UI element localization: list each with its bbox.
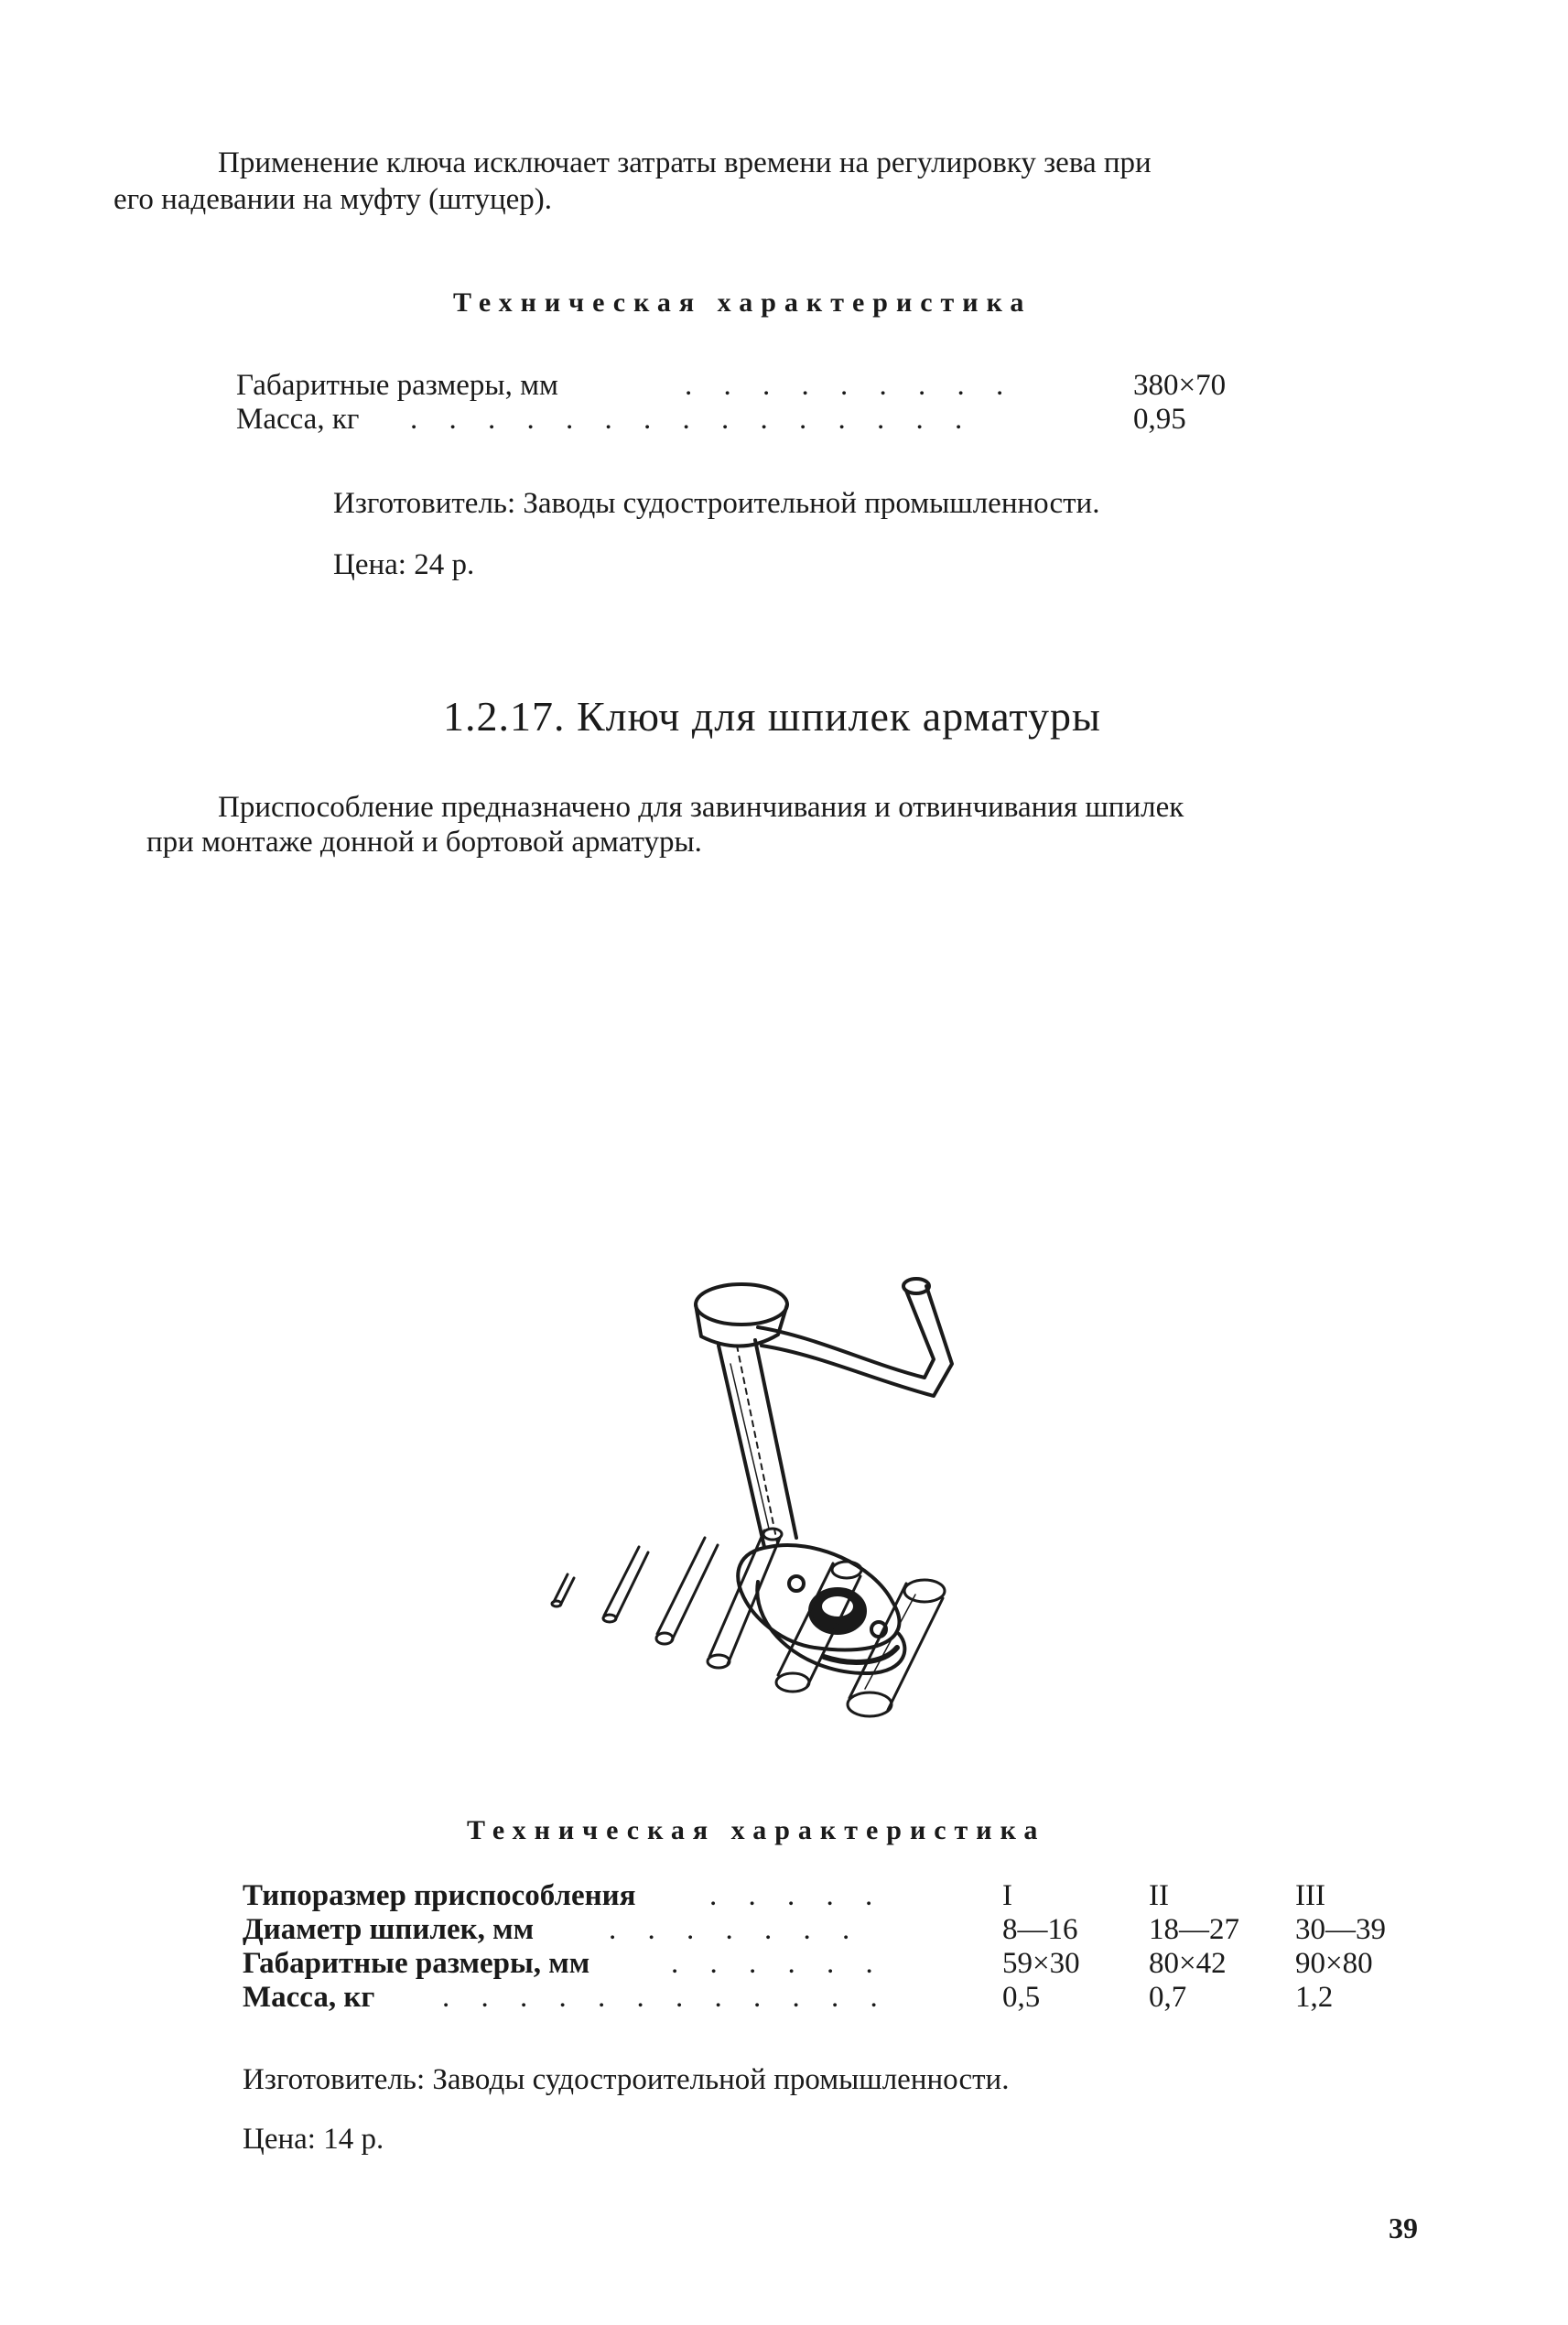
- crank-handle: [758, 1279, 952, 1396]
- spec2-row: [243, 1947, 1433, 1984]
- spec2-row-v3: 1,2: [1295, 1981, 1334, 2014]
- spec2-row-label: Диаметр шпилек, мм: [243, 1913, 535, 1946]
- spec2-row: [243, 1879, 1433, 1916]
- page-number: 39: [1389, 2211, 1418, 2244]
- spec2-row-label: Габаритные размеры, мм: [243, 1947, 590, 1980]
- spec2-row-v2: 18—27: [1149, 1913, 1239, 1946]
- spec2-row-dots: . . . . . .: [671, 1947, 885, 1980]
- spec2-row-v3: 90×80: [1295, 1947, 1373, 1980]
- spec1-row-value: 380×70: [1133, 369, 1227, 402]
- spec2-row-v2: 80×42: [1149, 1947, 1227, 1980]
- spec1-heading: Техническая характеристика: [453, 287, 1033, 318]
- spec2-row-v2: II: [1149, 1879, 1169, 1912]
- spec1-row-label: Масса, кг: [236, 403, 360, 436]
- spec1-row-value: 0,95: [1133, 403, 1186, 436]
- spec2-manufacturer: Изготовитель: Заводы судостроительной промышленности.: [243, 2063, 1010, 2096]
- intro-line-1: Применение ключа исключает затраты времени на регулировку зева при: [218, 146, 1152, 179]
- intro-line-2: его надевании на муфту (штуцер).: [114, 183, 553, 216]
- stud-5: [776, 1562, 861, 1692]
- spec1-row-dots: . . . . . . . . .: [685, 369, 1016, 402]
- spec2-price: Цена: 14 р.: [243, 2123, 384, 2156]
- spec2-row-v1: 59×30: [1002, 1947, 1080, 1980]
- stud-2: [603, 1547, 648, 1622]
- spec2-row-dots: . . . . . . .: [609, 1913, 862, 1946]
- spec2-row-label: Масса, кг: [243, 1981, 375, 2014]
- spec2-row-v1: 8—16: [1002, 1913, 1078, 1946]
- section-title: 1.2.17. Ключ для шпилек арматуры: [443, 693, 1101, 740]
- spec2-row-v2: 0,7: [1149, 1981, 1187, 2014]
- spec2-row: [243, 1913, 1433, 1950]
- spec1-price: Цена: 24 р.: [333, 548, 475, 581]
- spec2-row-v1: 0,5: [1002, 1981, 1041, 2014]
- spec1-row: [236, 369, 1243, 406]
- spec2-row-dots: . . . . .: [709, 1879, 885, 1912]
- section-desc-line-1: Приспособление предназначено для завинчивания и отвинчивания шпилек: [218, 791, 1184, 824]
- stud-3: [656, 1538, 718, 1644]
- spec2-row-dots: . . . . . . . . . . . .: [442, 1981, 890, 2014]
- section-desc-line-2: при монтаже донной и бортовой арматуры.: [146, 826, 702, 859]
- stud-4: [708, 1529, 782, 1668]
- spec1-manufacturer: Изготовитель: Заводы судостроительной промышленности.: [333, 487, 1100, 520]
- studs-illustration: [540, 1510, 979, 1730]
- spec2-row-label: Типоразмер приспособления: [243, 1879, 636, 1912]
- spec2-row-v3: III: [1295, 1879, 1325, 1912]
- spec1-row: [236, 403, 1243, 439]
- stud-6: [848, 1580, 945, 1716]
- spec2-row-v1: I: [1002, 1879, 1012, 1912]
- spec2-heading: Техническая характеристика: [467, 1815, 1046, 1845]
- spec2-row: [243, 1981, 1433, 2017]
- stud-1: [552, 1574, 574, 1606]
- wrench-cap: [696, 1284, 787, 1346]
- spec1-row-label: Габаритные размеры, мм: [236, 369, 558, 402]
- spec2-row-v3: 30—39: [1295, 1913, 1386, 1946]
- spec1-row-dots: . . . . . . . . . . . . . . .: [410, 403, 975, 436]
